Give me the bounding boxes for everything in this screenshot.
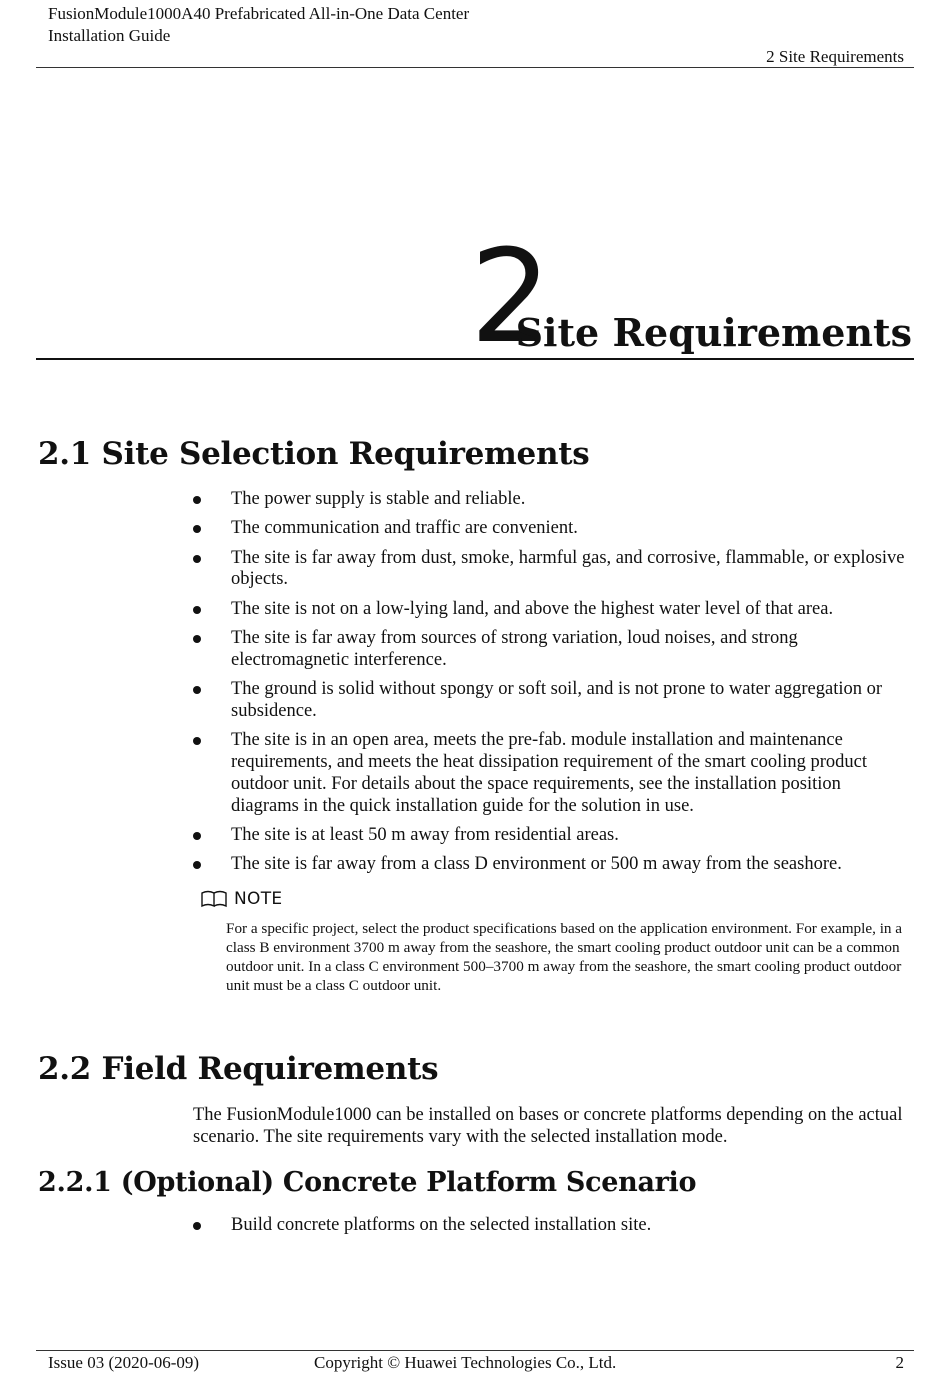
bullet-icon bbox=[193, 832, 201, 840]
footer-page-number: 2 bbox=[895, 1353, 904, 1372]
doc-title: FusionModule1000A40 Prefabricated All-in-One Data Center bbox=[48, 4, 470, 23]
list-item: The site is not on a low-lying land, and above the highest water level of that area. bbox=[193, 599, 908, 621]
note-header bbox=[200, 888, 282, 910]
bullet-icon bbox=[193, 1222, 201, 1230]
list-item: The site is far away from dust, smoke, harmful gas, and corrosive, flammable, or explosive objects. bbox=[193, 548, 908, 592]
section-heading-2-2-1: 2.2.1 (Optional) Concrete Platform Scenario bbox=[38, 1167, 697, 1198]
footer-issue: Issue 03 (2020-06-09) bbox=[48, 1353, 200, 1372]
bullet-icon bbox=[193, 525, 201, 533]
footer-copyright: Copyright © Huawei Technologies Co., Ltd. bbox=[314, 1353, 617, 1372]
list-item: The site is far away from sources of strong variation, loud noises, and strong electromagnetic interference. bbox=[193, 628, 908, 672]
list-item: The site is far away from a class D environment or 500 m away from the seashore. bbox=[193, 854, 908, 876]
bullet-icon bbox=[193, 606, 201, 614]
note-text: For a specific project, select the product specifications based on the application environment. For example, in a class B environment 3700 m away from the seashore, the smart cooling product outdoor unit can be a common outdoor unit. In a class C environment 500–3700 m away from the seashore, the smart cooling product outdoor unit must be a class C outdoor unit. bbox=[226, 920, 903, 994]
bullet-icon bbox=[193, 635, 201, 643]
list-item: The power supply is stable and reliable. bbox=[193, 489, 908, 511]
field-requirements-paragraph: The FusionModule1000 can be installed on bases or concrete platforms depending on the actual scenario. The site requirements vary with the selected installation mode. bbox=[193, 1105, 903, 1147]
section-heading-2-1: 2.1 Site Selection Requirements bbox=[38, 436, 590, 472]
bullet-icon bbox=[193, 737, 201, 745]
site-selection-list bbox=[193, 489, 908, 883]
footer-divider bbox=[36, 1350, 914, 1351]
header-doc-title bbox=[48, 3, 488, 46]
chapter-divider bbox=[36, 358, 914, 360]
header-divider bbox=[36, 67, 914, 68]
list-item: The site is at least 50 m away from residential areas. bbox=[193, 825, 908, 847]
chapter-title: Site Requirements bbox=[515, 310, 912, 355]
chapter-number: 2 bbox=[470, 223, 550, 372]
list-item: The site is in an open area, meets the pre-fab. module installation and maintenance requirements, and meets the heat dissipation requirement of the smart cooling product outdoor unit. For details about the space requirements, see the installation position diagrams in the quick installation guide for the solution in use. bbox=[193, 730, 908, 817]
section-heading-2-2: 2.2 Field Requirements bbox=[38, 1051, 439, 1087]
doc-subtitle: Installation Guide bbox=[48, 25, 171, 45]
bullet-icon bbox=[193, 496, 201, 504]
list-item: Build concrete platforms on the selected installation site. bbox=[193, 1215, 908, 1237]
bullet-icon bbox=[193, 555, 201, 563]
concrete-platform-list bbox=[193, 1215, 908, 1244]
list-item: The communication and traffic are convenient. bbox=[193, 518, 908, 540]
bullet-icon bbox=[193, 861, 201, 869]
list-item: The ground is solid without spongy or soft soil, and is not prone to water aggregation or subsidence. bbox=[193, 679, 908, 723]
header-section: 2 Site Requirements bbox=[766, 47, 904, 66]
bullet-icon bbox=[193, 686, 201, 694]
note-label: NOTE bbox=[234, 889, 283, 909]
book-icon bbox=[200, 890, 228, 908]
